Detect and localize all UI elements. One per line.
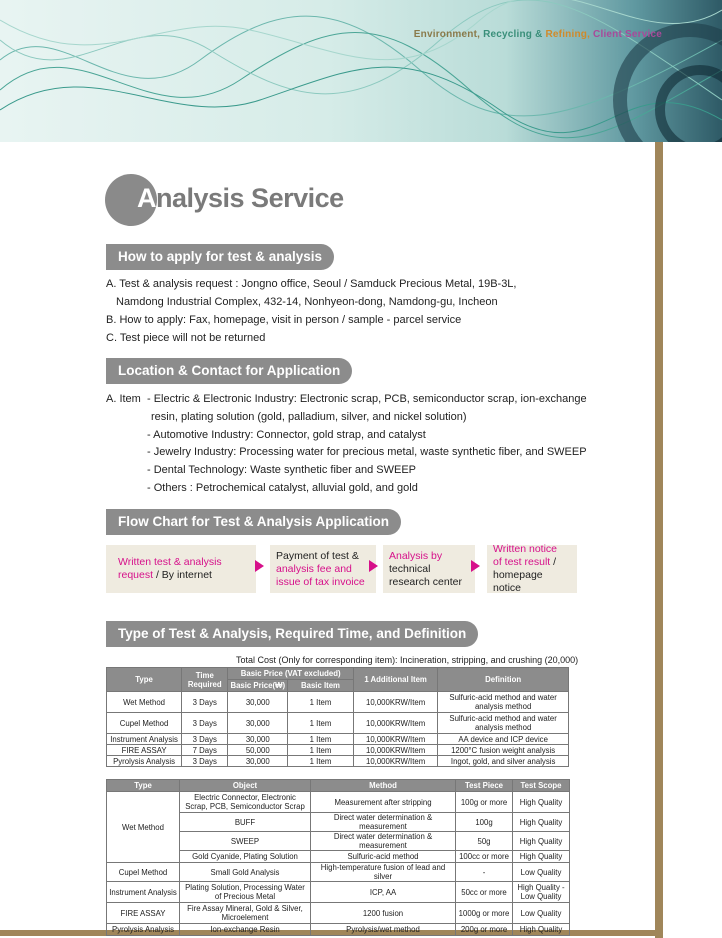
scope-cell: 200g or more bbox=[456, 924, 513, 936]
price-cell: 30,000 bbox=[228, 756, 288, 767]
table-row bbox=[107, 745, 569, 756]
price-cell: 10,000KRW/Item bbox=[353, 745, 437, 756]
wave-decoration bbox=[0, 0, 722, 142]
price-cell: Sulfuric-acid method and water analysis method bbox=[438, 713, 569, 734]
table-row bbox=[107, 692, 569, 713]
scope-cell: Fire Assay Mineral, Gold & Silver, Microelement bbox=[180, 903, 311, 924]
scope-cell: High Quality bbox=[513, 832, 570, 851]
scope-cell: Gold Cyanide, Plating Solution bbox=[180, 851, 311, 863]
flow-step-payment bbox=[270, 545, 376, 593]
flow-arrow-icon bbox=[471, 560, 480, 572]
scope-cell: High Quality bbox=[513, 924, 570, 936]
location-line-others: - Others : Petrochemical catalyst, alluvial gold, and gold bbox=[147, 482, 418, 494]
location-line-electric: - Electric & Electronic Industry: Electronic scrap, PCB, semiconductor scrap, ion-exchange bbox=[147, 393, 587, 405]
location-line-automotive: - Automotive Industry: Connector, gold strap, and catalyst bbox=[147, 429, 426, 441]
scope-cell: Pyrolysis Analysis bbox=[107, 924, 180, 936]
price-cell: 1 Item bbox=[288, 756, 354, 767]
flow-step-notice-line1: Written notice bbox=[493, 543, 557, 555]
flow-step-payment-line3: issue of tax invoice bbox=[276, 575, 365, 588]
scope-cell: 100g bbox=[456, 813, 513, 832]
scope-cell: High-temperature fusion of lead and silver bbox=[311, 863, 456, 882]
scope-cell: Direct water determination & measurement bbox=[311, 832, 456, 851]
scope-cell: Direct water determination & measurement bbox=[311, 813, 456, 832]
scope-cell: High Quality bbox=[513, 792, 570, 813]
scope-cell: Cupel Method bbox=[107, 863, 180, 882]
scope-table bbox=[106, 779, 570, 936]
section-heading-location: Location & Contact for Application bbox=[106, 358, 352, 384]
scope-cell: Ion-exchange Resin bbox=[180, 924, 311, 936]
price-cell: Cupel Method bbox=[107, 713, 182, 734]
table-row bbox=[107, 792, 570, 813]
flow-step-analysis-line2: technical bbox=[389, 562, 431, 575]
tagline bbox=[414, 29, 662, 40]
scope-cell: Measurement after stripping bbox=[311, 792, 456, 813]
total-cost-note: Total Cost (Only for corresponding item): Incineration, stripping, and crushing (20,000) bbox=[236, 655, 579, 665]
section-heading-apply: How to apply for test & analysis bbox=[106, 244, 334, 270]
scope-cell: 50cc or more bbox=[456, 882, 513, 903]
flow-arrow-icon bbox=[369, 560, 378, 572]
price-cell: 7 Days bbox=[182, 745, 228, 756]
flow-step-request-line2: request bbox=[118, 569, 154, 581]
scope-cell: High Quality - Low Quality bbox=[513, 882, 570, 903]
price-cell: 10,000KRW/Item bbox=[353, 734, 437, 745]
scope-header-object: Object bbox=[180, 780, 311, 792]
scope-cell: Low Quality bbox=[513, 863, 570, 882]
price-cell: 10,000KRW/Item bbox=[353, 713, 437, 734]
price-header-type: Type bbox=[107, 668, 182, 692]
price-cell: 3 Days bbox=[182, 734, 228, 745]
price-header-time: Time Required bbox=[182, 668, 228, 692]
scope-cell: 100cc or more bbox=[456, 851, 513, 863]
scope-header-test-scope: Test Scope bbox=[513, 780, 570, 792]
scope-wet-method-label: Wet Method bbox=[107, 792, 180, 863]
table-row bbox=[107, 713, 569, 734]
flow-step-analysis bbox=[383, 545, 475, 593]
scope-cell: 1200 fusion bbox=[311, 903, 456, 924]
price-cell: 1 Item bbox=[288, 745, 354, 756]
flow-arrow-icon bbox=[255, 560, 264, 572]
scope-cell: Small Gold Analysis bbox=[180, 863, 311, 882]
scope-header-test-piece: Test Piece bbox=[456, 780, 513, 792]
scope-cell: ICP, AA bbox=[311, 882, 456, 903]
price-cell: AA device and ICP device bbox=[438, 734, 569, 745]
scope-cell: Electric Connector, Electronic Scrap, PCB, Semiconductor Scrap bbox=[180, 792, 311, 813]
price-cell: 1 Item bbox=[288, 734, 354, 745]
flow-step-notice-line3: homepage notice bbox=[493, 569, 543, 594]
price-cell: Ingot, gold, and silver analysis bbox=[438, 756, 569, 767]
scope-cell: High Quality bbox=[513, 813, 570, 832]
price-header-basic-item: Basic Item bbox=[288, 680, 354, 692]
scope-cell: 100g or more bbox=[456, 792, 513, 813]
location-item-label: A. Item bbox=[106, 393, 141, 405]
table-row bbox=[107, 924, 570, 936]
scope-cell: SWEEP bbox=[180, 832, 311, 851]
apply-line-a: A. Test & analysis request : Jongno office, Seoul / Samduck Precious Metal, 19B-3L, bbox=[106, 278, 517, 290]
price-cell: 50,000 bbox=[228, 745, 288, 756]
scope-cell: Instrument Analysis bbox=[107, 882, 180, 903]
flow-step-request-line1: Written test & analysis bbox=[118, 556, 222, 568]
location-line-electric-cont: resin, plating solution (gold, palladium, silver, and nickel solution) bbox=[151, 411, 467, 423]
price-cell: 1 Item bbox=[288, 692, 354, 713]
header-banner bbox=[0, 0, 722, 142]
price-cell: Wet Method bbox=[107, 692, 182, 713]
scope-cell: 1000g or more bbox=[456, 903, 513, 924]
table-row bbox=[107, 882, 570, 903]
price-header-basic-group: Basic Price (VAT excluded) bbox=[228, 668, 354, 680]
flow-step-request-line2b: / By internet bbox=[153, 569, 212, 581]
price-cell: 30,000 bbox=[228, 713, 288, 734]
apply-line-a-cont: Namdong Industrial Complex, 432-14, Nonhyeon-dong, Namdong-gu, Incheon bbox=[116, 296, 498, 308]
flow-step-notice bbox=[487, 545, 577, 593]
price-table bbox=[106, 667, 569, 767]
title-rest: nalysis Service bbox=[156, 183, 344, 213]
right-border-bar bbox=[655, 142, 663, 938]
price-cell: 1200°C fusion weight analysis bbox=[438, 745, 569, 756]
scope-cell: Low Quality bbox=[513, 903, 570, 924]
tagline-environment: Environment, bbox=[413, 29, 484, 40]
scope-cell: Pyrolysis/wet method bbox=[311, 924, 456, 936]
price-cell: 30,000 bbox=[228, 692, 288, 713]
flow-step-notice-line2b: / bbox=[550, 556, 557, 568]
section-heading-flow: Flow Chart for Test & Analysis Application bbox=[106, 509, 401, 535]
apply-line-b: B. How to apply: Fax, homepage, visit in person / sample - parcel service bbox=[106, 314, 462, 326]
table-row bbox=[107, 756, 569, 767]
table-row bbox=[107, 863, 570, 882]
scope-cell: High Quality bbox=[513, 851, 570, 863]
scope-cell: 50g bbox=[456, 832, 513, 851]
title-first-letter: A bbox=[137, 183, 156, 213]
scope-cell: Sulfuric-acid method bbox=[311, 851, 456, 863]
scope-header-method: Method bbox=[311, 780, 456, 792]
flow-step-analysis-line3: research center bbox=[389, 575, 462, 588]
flow-step-notice-line2: of test result bbox=[493, 556, 551, 568]
price-cell: Sulfuric-acid method and water analysis method bbox=[438, 692, 569, 713]
price-header-basic-price: Basic Price(₩) bbox=[228, 680, 288, 692]
price-cell: Instrument Analysis bbox=[107, 734, 182, 745]
tagline-recycling: Recycling & bbox=[483, 29, 546, 40]
apply-line-c: C. Test piece will not be returned bbox=[106, 332, 266, 344]
tagline-client-service: Client Service bbox=[593, 29, 662, 40]
price-header-additional: 1 Additional Item bbox=[353, 668, 437, 692]
price-cell: 1 Item bbox=[288, 713, 354, 734]
flow-step-payment-line2: analysis fee and bbox=[276, 562, 352, 575]
table-row bbox=[107, 903, 570, 924]
price-cell: Pyrolysis Analysis bbox=[107, 756, 182, 767]
price-cell: 10,000KRW/Item bbox=[353, 756, 437, 767]
section-heading-type: Type of Test & Analysis, Required Time, and Definition bbox=[106, 621, 478, 647]
price-cell: 3 Days bbox=[182, 713, 228, 734]
scope-cell: FIRE ASSAY bbox=[107, 903, 180, 924]
tagline-refining: Refining, bbox=[545, 29, 594, 40]
price-cell: 3 Days bbox=[182, 692, 228, 713]
scope-header-type: Type bbox=[107, 780, 180, 792]
flow-step-analysis-line1: Analysis by bbox=[389, 549, 443, 562]
price-cell: 3 Days bbox=[182, 756, 228, 767]
price-cell: 10,000KRW/Item bbox=[353, 692, 437, 713]
price-cell: 30,000 bbox=[228, 734, 288, 745]
table-row bbox=[107, 734, 569, 745]
location-line-jewelry: - Jewelry Industry: Processing water for precious metal, waste synthetic fiber, and SWEEP bbox=[147, 446, 587, 458]
scope-cell: BUFF bbox=[180, 813, 311, 832]
flow-step-payment-line1: Payment of test & bbox=[276, 549, 359, 562]
price-header-definition: Definition bbox=[438, 668, 569, 692]
location-line-dental: - Dental Technology: Waste synthetic fiber and SWEEP bbox=[147, 464, 417, 476]
price-cell: FIRE ASSAY bbox=[107, 745, 182, 756]
scope-cell: - bbox=[456, 863, 513, 882]
flow-step-request bbox=[106, 545, 256, 593]
scope-cell: Plating Solution, Processing Water of Precious Metal bbox=[180, 882, 311, 903]
